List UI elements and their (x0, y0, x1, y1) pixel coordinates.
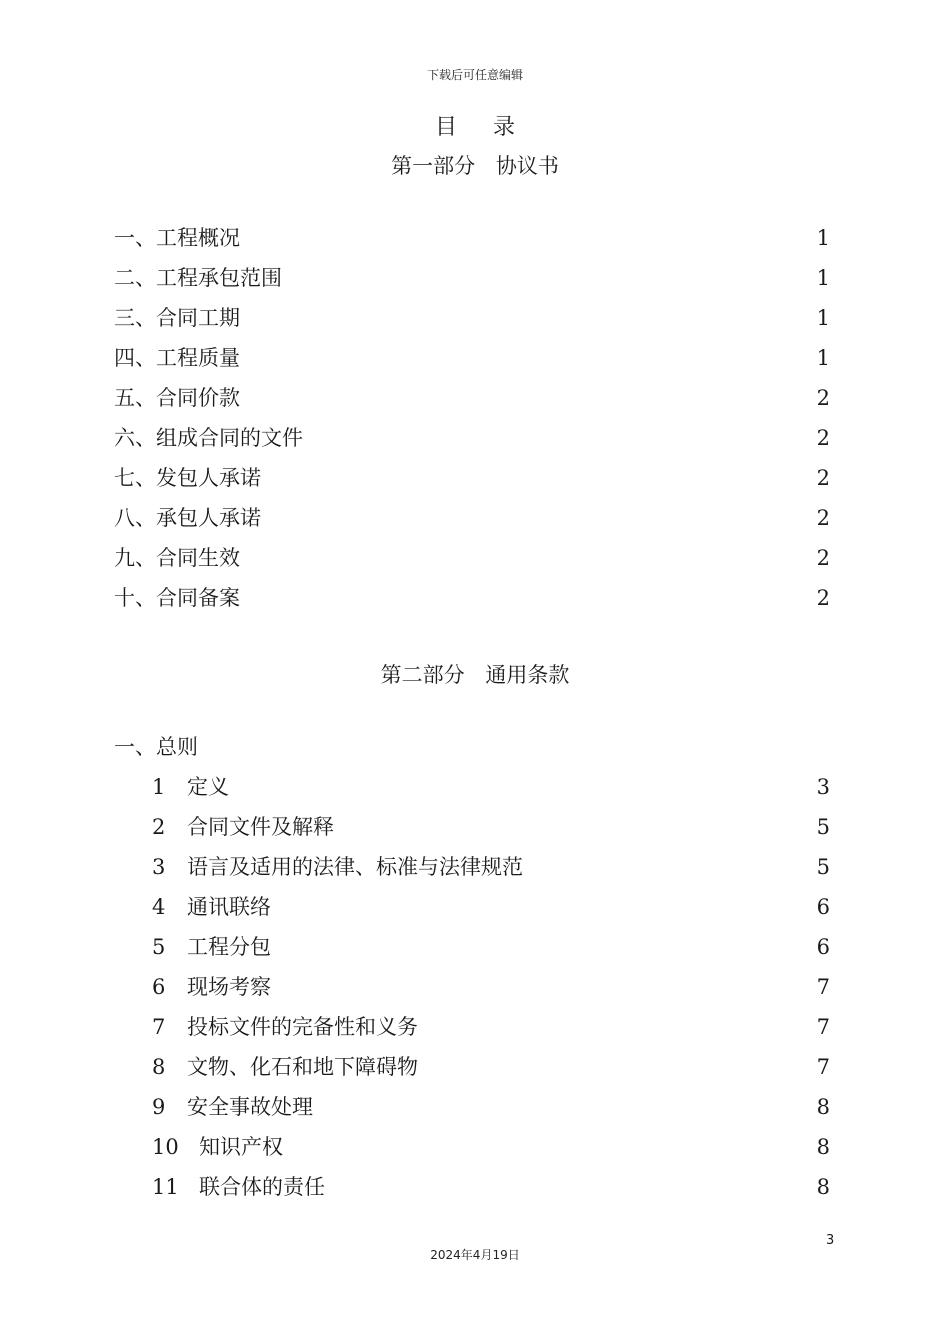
toc-entry[interactable] (114, 418, 830, 458)
toc-entry-page: 6 (816, 935, 830, 959)
toc-entry-page: 1 (816, 306, 830, 330)
toc-entry-page: 1 (816, 266, 830, 290)
toc-entry[interactable] (114, 847, 830, 887)
toc-entry-number: 5 (152, 935, 166, 959)
toc-entry-label: 二、工程承包范围 (114, 266, 282, 290)
toc-entry-number: 8 (152, 1055, 166, 1079)
toc-entry[interactable] (114, 378, 830, 418)
toc-entry-page: 2 (816, 586, 830, 610)
toc-entry[interactable] (114, 538, 830, 578)
toc-entry-label: 六、组成合同的文件 (114, 426, 303, 450)
toc-entry-page: 3 (816, 775, 830, 799)
toc-entry-page: 8 (816, 1135, 830, 1159)
toc-entry-label: 十、合同备案 (114, 586, 240, 610)
toc-entry-label: 联合体的责任 (199, 1175, 325, 1199)
toc-entry-label: 九、合同生效 (114, 546, 240, 570)
toc-entry-number: 10 (152, 1135, 179, 1159)
toc-entry-page: 2 (816, 506, 830, 530)
toc-entry-number: 9 (152, 1095, 166, 1119)
toc-entry-label: 文物、化石和地下障碍物 (187, 1055, 418, 1079)
toc-entry-number: 3 (152, 855, 166, 879)
toc-entry-label: 通讯联络 (187, 895, 271, 919)
toc-entry[interactable] (114, 887, 830, 927)
toc-entry-page: 1 (816, 226, 830, 250)
part2-title: 第二部分 通用条款 (380, 663, 570, 687)
toc-entry-number: 11 (152, 1175, 179, 1199)
toc-entry-label: 三、合同工期 (114, 306, 240, 330)
toc-entry[interactable] (114, 458, 830, 498)
toc-entry[interactable] (114, 218, 830, 258)
toc-entry[interactable] (114, 767, 830, 807)
toc-entry-page: 8 (816, 1175, 830, 1199)
toc-section-label: 一、总则 (114, 735, 198, 759)
toc-entry[interactable] (114, 807, 830, 847)
toc-entry[interactable] (114, 498, 830, 538)
toc-entry-label: 知识产权 (199, 1135, 283, 1159)
page-header: 下载后可任意编辑 (426, 68, 523, 82)
toc-entry-label: 合同文件及解释 (187, 815, 334, 839)
toc-entry[interactable] (114, 1047, 830, 1087)
toc-entry[interactable] (114, 967, 830, 1007)
toc-entry-number: 7 (152, 1015, 166, 1039)
toc-entry-number: 6 (152, 975, 166, 999)
toc-entry[interactable] (114, 1007, 830, 1047)
page-footer-date: 2024年4月19日 (430, 1248, 520, 1262)
toc-entry-label: 五、合同价款 (114, 386, 240, 410)
toc-entry-label: 定义 (187, 775, 229, 799)
toc-entry-label: 投标文件的完备性和义务 (187, 1015, 418, 1039)
toc-entry[interactable] (114, 338, 830, 378)
toc-entry-number: 1 (152, 775, 166, 799)
toc-entry[interactable] (114, 1127, 830, 1167)
toc-entry-page: 2 (816, 426, 830, 450)
part1-title: 第一部分 协议书 (391, 154, 559, 178)
toc-entry-page: 8 (816, 1095, 830, 1119)
toc-entry[interactable] (114, 1087, 830, 1127)
toc-entry-label: 四、工程质量 (114, 346, 240, 370)
toc-entry[interactable] (114, 578, 830, 618)
toc-entry-label: 七、发包人承诺 (114, 466, 261, 490)
toc-entry-page: 5 (816, 855, 830, 879)
toc-entry-label: 一、工程概况 (114, 226, 240, 250)
toc-entry-label: 八、承包人承诺 (114, 506, 261, 530)
page-number: 3 (826, 1233, 835, 1248)
toc-entry-label: 语言及适用的法律、标准与法律规范 (187, 855, 523, 879)
part1-toc (114, 218, 830, 618)
toc-entry-label: 现场考察 (187, 975, 271, 999)
toc-entry[interactable] (114, 258, 830, 298)
toc-entry-page: 2 (816, 466, 830, 490)
toc-entry[interactable] (114, 298, 830, 338)
toc-entry[interactable] (114, 927, 830, 967)
toc-entry-page: 2 (816, 386, 830, 410)
toc-entry-label: 安全事故处理 (187, 1095, 313, 1119)
toc-entry-page: 6 (816, 895, 830, 919)
toc-entry[interactable] (114, 1167, 830, 1207)
toc-entry-label: 工程分包 (187, 935, 271, 959)
toc-section-heading[interactable] (114, 727, 830, 767)
toc-entry-page: 1 (816, 346, 830, 370)
toc-entry-number: 4 (152, 895, 166, 919)
toc-entry-page: 2 (816, 546, 830, 570)
toc-entry-number: 2 (152, 815, 166, 839)
part2-toc (114, 727, 830, 1207)
toc-entry-page: 7 (816, 1055, 830, 1079)
toc-entry-page: 5 (816, 815, 830, 839)
toc-entry-page: 7 (816, 975, 830, 999)
toc-entry-page: 7 (816, 1015, 830, 1039)
toc-title: 目录 (434, 115, 551, 140)
